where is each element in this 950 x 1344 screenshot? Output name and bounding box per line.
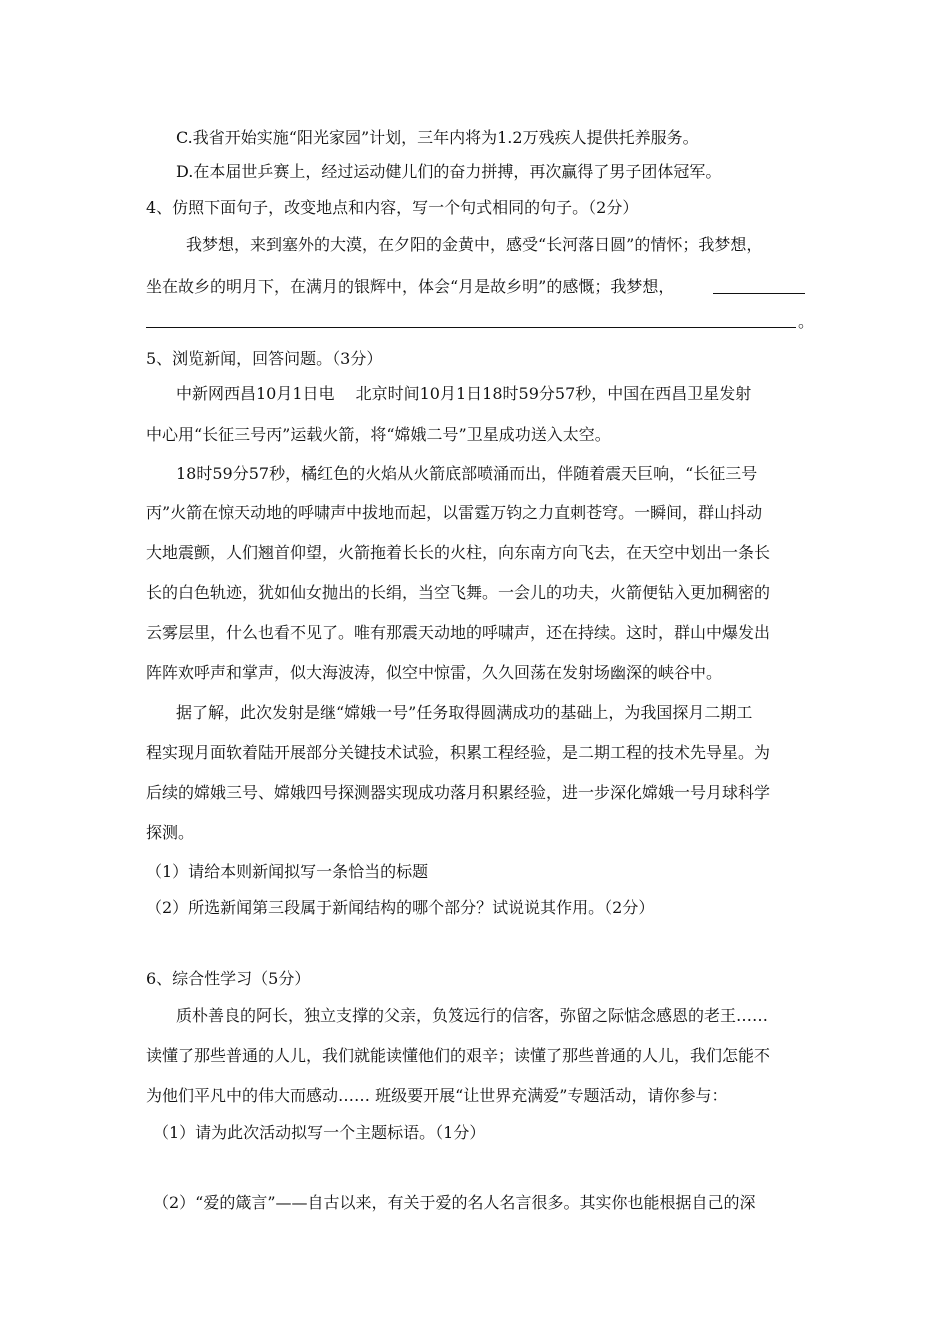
- news-para-3-line-4: 探测。: [146, 823, 195, 842]
- news-para-2-line-3: 大地震颤，人们翘首仰望，火箭拖着长长的火柱，向东南方向飞去，在天空中划出一条长: [146, 543, 771, 562]
- news-para-1-line-2: 中心用“长征三号丙”运载火箭，将“嫦娥二号”卫星成功送入太空。: [146, 425, 611, 444]
- question-5-title: 5、浏览新闻，回答问题。（3分）: [146, 349, 383, 368]
- question-4-example-line-1: 我梦想，来到塞外的大漠，在夕阳的金黄中，感受“长河落日圆”的情怀；我梦想，: [186, 235, 763, 254]
- option-c: C.我省开始实施“阳光家园”计划，三年内将为1.2万残疾人提供托养服务。: [176, 128, 699, 147]
- news-para-2-line-5: 云雾层里，什么也看不见了。唯有那震天动地的呼啸声，还在持续。这时，群山中爆发出: [146, 623, 771, 642]
- question-5-sub-2: （2）所选新闻第三段属于新闻结构的哪个部分？试说说其作用。（2分）: [146, 898, 655, 917]
- question-5-sub-1: （1）请给本则新闻拟写一条恰当的标题: [146, 862, 429, 881]
- option-d: D.在本届世乒赛上，经过运动健儿们的奋力拼搏，再次赢得了男子团体冠军。: [176, 162, 722, 181]
- question-4-example-line-2: 坐在故乡的明月下，在满月的银辉中，体会“月是故乡明”的感慨；我梦想，: [146, 277, 675, 296]
- news-para-2-line-4: 长的白色轨迹，犹如仙女抛出的长绢，当空飞舞。一会儿的功夫，火箭便钻入更加稠密的: [146, 583, 771, 602]
- news-para-3-line-1: 据了解，此次发射是继“嫦娥一号”任务取得圆满成功的基础上，为我国探月二期工: [176, 703, 753, 722]
- news-para-3-line-2: 程实现月面软着陆开展部分关键技术试验，积累工程经验，是二期工程的技术先导星。为: [146, 743, 771, 762]
- question-6-sub-2: （2）“爱的箴言”——自古以来，有关于爱的名人名言很多。其实你也能根据自己的深: [153, 1193, 756, 1212]
- answer-blank-line-2[interactable]: [146, 327, 796, 328]
- question-6-intro-line-3: 为他们平凡中的伟大而感动…… 班级要开展“让世界充满爱”专题活动，请你参与：: [146, 1086, 728, 1105]
- question-6-title: 6、综合性学习（5分）: [146, 969, 311, 988]
- news-para-1-line-1: 中新网西昌10月1日电 北京时间10月1日18时59分57秒，中国在西昌卫星发射: [176, 384, 752, 403]
- question-6-sub-1: （1）请为此次活动拟写一个主题标语。（1分）: [153, 1123, 486, 1142]
- news-para-3-line-3: 后续的嫦娥三号、嫦娥四号探测器实现成功落月积累经验，进一步深化嫦娥一号月球科学: [146, 783, 771, 802]
- answer-blank-line-1[interactable]: [713, 293, 805, 294]
- answer-end-period: 。: [798, 312, 815, 331]
- news-para-2-line-1: 18时59分57秒，橘红色的火焰从火箭底部喷涌而出，伴随着震天巨响，“长征三号: [176, 464, 758, 483]
- news-para-2-line-2: 丙”火箭在惊天动地的呼啸声中拔地而起，以雷霆万钧之力直刺苍穹。一瞬间，群山抖动: [146, 503, 763, 522]
- news-para-2-line-6: 阵阵欢呼声和掌声，似大海波涛，似空中惊雷，久久回荡在发射场幽深的峡谷中。: [146, 663, 723, 682]
- question-4-title: 4、仿照下面句子，改变地点和内容，写一个句式相同的句子。（2分）: [146, 198, 639, 217]
- question-6-intro-line-2: 读懂了那些普通的人儿，我们就能读懂他们的艰辛；读懂了那些普通的人儿，我们怎能不: [146, 1046, 771, 1065]
- question-6-intro-line-1: 质朴善良的阿长，独立支撑的父亲，负笈远行的信客，弥留之际惦念感恩的老王……: [176, 1006, 769, 1025]
